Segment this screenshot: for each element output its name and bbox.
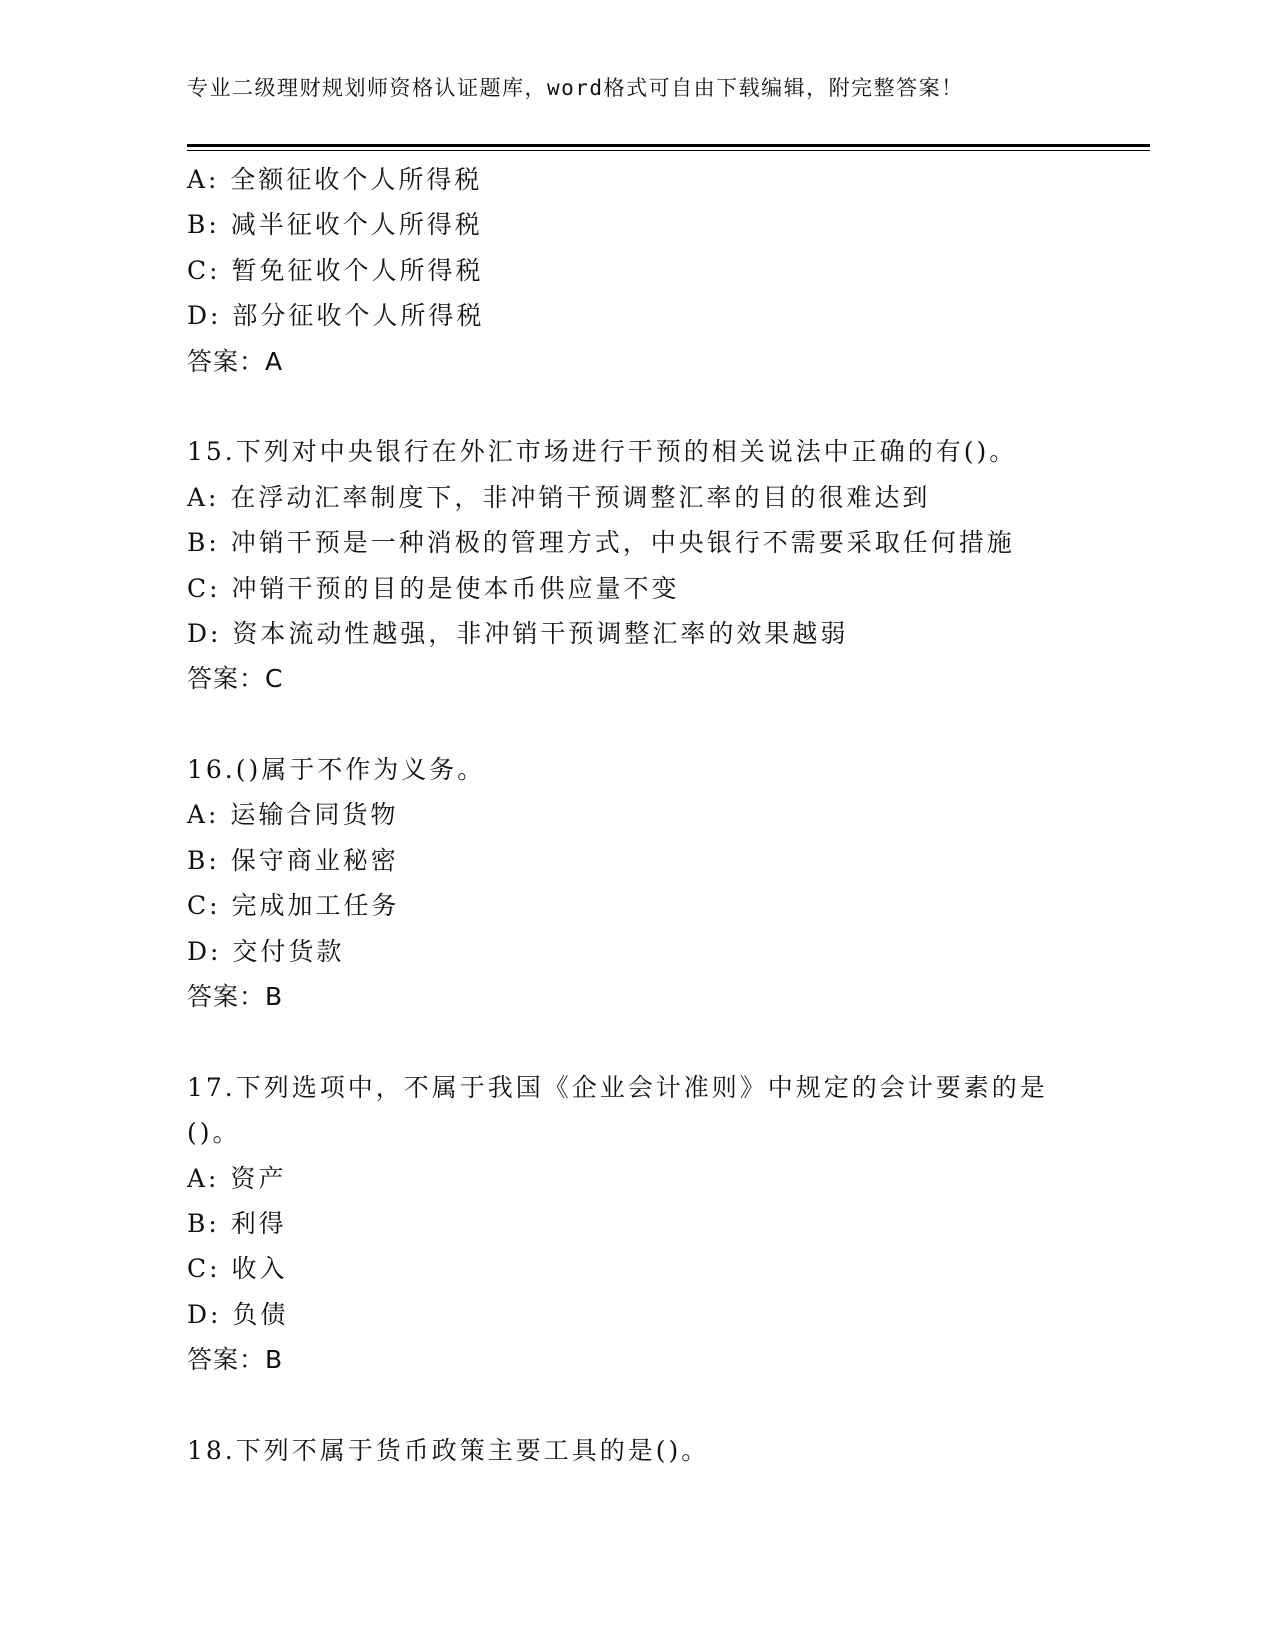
spacer: [187, 384, 1087, 429]
option-d: D: 交付货款: [187, 936, 345, 966]
option-d: D: 资本流动性越强，非冲销干预调整汇率的效果越弱: [187, 618, 849, 648]
question-text-line-2: ()。: [187, 1118, 241, 1148]
question-list: [187, 157, 1087, 1473]
answer: 答案：B: [187, 982, 284, 1012]
header-rule-thick: [187, 144, 1150, 147]
answer: 答案：C: [187, 664, 284, 694]
header-rule-thin: [187, 150, 1150, 151]
answer: 答案：A: [187, 346, 284, 376]
option-d: D: 负债: [187, 1299, 289, 1329]
option-b: B: 利得: [187, 1208, 287, 1238]
question-text: 16.()属于不作为义务。: [187, 755, 486, 785]
option-c: C: 冲销干预的目的是使本币供应量不变: [187, 573, 680, 603]
option-b: B: 冲销干预是一种消极的管理方式，中央银行不需要采取任何措施: [187, 528, 1015, 558]
question-block-14: [187, 157, 1087, 384]
spacer: [187, 1383, 1087, 1428]
option-a: A: 全额征收个人所得税: [187, 165, 483, 194]
question-text: 18.下列不属于货币政策主要工具的是()。: [187, 1435, 710, 1465]
page-header: 专业二级理财规划师资格认证题库，word格式可自由下载编辑，附完整答案！: [187, 76, 964, 100]
spacer: [187, 1019, 1087, 1064]
option-b: B: 减半征收个人所得税: [187, 210, 483, 240]
spacer: [187, 702, 1087, 747]
question-block-16: [187, 747, 1087, 1019]
option-a: A: 运输合同货物: [187, 800, 399, 830]
question-block-18: [187, 1428, 1087, 1473]
option-a: A: 资产: [187, 1163, 287, 1193]
answer: 答案：B: [187, 1345, 284, 1375]
question-block-15: [187, 429, 1087, 701]
option-b: B: 保守商业秘密: [187, 845, 399, 875]
option-c: C: 暂免征收个人所得税: [187, 255, 484, 285]
question-text-line-1: 17.下列选项中，不属于我国《企业会计准则》中规定的会计要素的是: [187, 1072, 1048, 1102]
question-block-17: [187, 1065, 1087, 1383]
option-c: C: 完成加工任务: [187, 891, 400, 921]
question-text: 15.下列对中央银行在外汇市场进行干预的相关说法中正确的有()。: [187, 437, 1018, 467]
option-c: C: 收入: [187, 1254, 288, 1284]
option-d: D: 部分征收个人所得税: [187, 301, 485, 331]
option-a: A: 在浮动汇率制度下，非冲销干预调整汇率的目的很难达到: [187, 482, 931, 512]
